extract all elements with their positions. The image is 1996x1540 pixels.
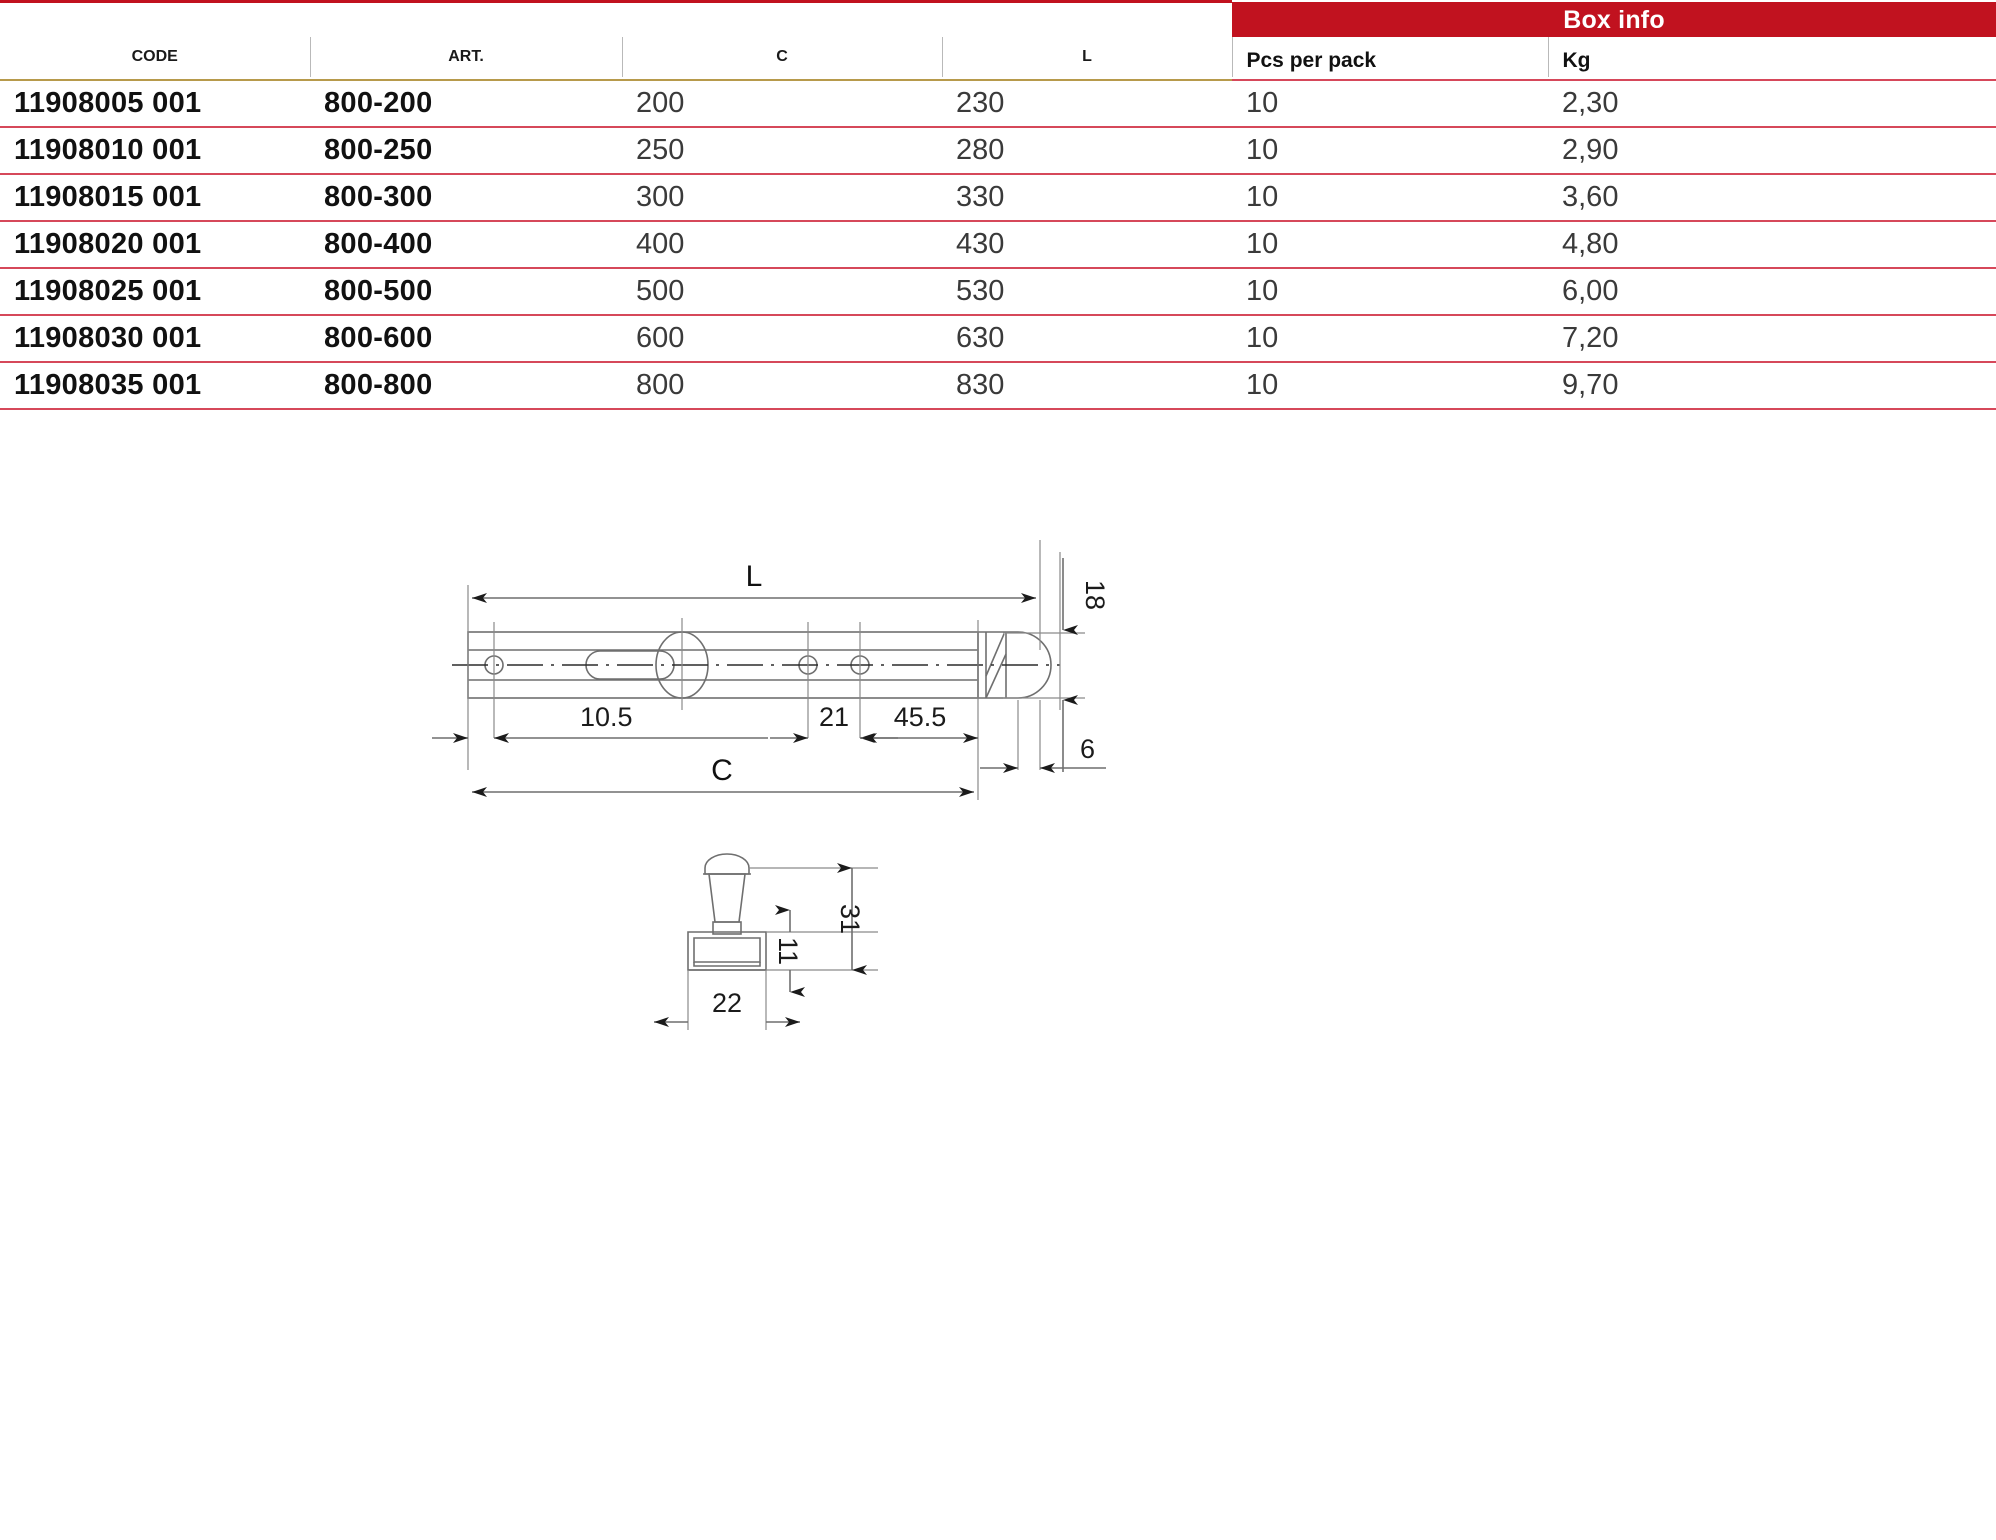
cell-art: 800-500 [310, 268, 622, 315]
dimension-label-10-5: 10.5 [580, 702, 633, 732]
boxinfo-band-pad-c [622, 2, 942, 38]
cell-kg: 2,90 [1548, 127, 1996, 174]
cell-l: 530 [942, 268, 1232, 315]
cell-art: 800-800 [310, 362, 622, 409]
cell-art: 800-400 [310, 221, 622, 268]
column-header-c: C [622, 37, 942, 77]
table-row[interactable] [0, 221, 1996, 268]
cell-c: 500 [622, 268, 942, 315]
cell-c: 400 [622, 221, 942, 268]
dimension-label-45-5: 45.5 [893, 702, 947, 732]
cell-c: 250 [622, 127, 942, 174]
cell-kg: 9,70 [1548, 362, 1996, 409]
cap-hatch-2 [986, 654, 1006, 698]
dimension-label-31: 31 [835, 903, 865, 935]
dimension-label-18: 18 [1080, 580, 1110, 611]
boxinfo-band-row [0, 2, 1996, 38]
column-header-code: CODE [131, 48, 178, 65]
cell-kg: 4,80 [1548, 221, 1996, 268]
cell-kg: 2,30 [1548, 80, 1996, 127]
dimension-10-5 [432, 702, 768, 738]
cell-pcs: 10 [1232, 221, 1548, 268]
cell-c: 200 [622, 80, 942, 127]
cell-pcs: 10 [1232, 127, 1548, 174]
cell-pcs: 10 [1232, 268, 1548, 315]
table-row[interactable] [0, 315, 1996, 362]
dimension-label-21: 21 [818, 702, 850, 732]
table-row[interactable] [0, 362, 1996, 409]
table-row[interactable] [0, 174, 1996, 221]
cell-l: 230 [942, 80, 1232, 127]
section-rail-inner [694, 938, 760, 962]
cell-l: 330 [942, 174, 1232, 221]
table-body [0, 80, 1996, 409]
cell-pcs: 10 [1232, 315, 1548, 362]
table-head [0, 2, 1996, 81]
cell-code: 11908025 001 [0, 268, 310, 315]
dimension-label-22: 22 [711, 988, 743, 1018]
cell-code: 11908020 001 [0, 221, 310, 268]
cell-l: 630 [942, 315, 1232, 362]
dimension-label-6: 6 [1080, 734, 1096, 764]
dimension-6 [980, 734, 1106, 768]
section-knob-stem [709, 874, 745, 922]
boxinfo-band-pad-code [0, 2, 310, 38]
column-header-pcs-per-pack: Pcs per pack [1232, 37, 1548, 77]
dimension-31 [835, 868, 865, 970]
cell-pcs: 10 [1232, 362, 1548, 409]
cell-code: 11908030 001 [0, 315, 310, 362]
cell-c: 800 [622, 362, 942, 409]
cell-pcs: 10 [1232, 80, 1548, 127]
cell-kg: 3,60 [1548, 174, 1996, 221]
dimension-11 [773, 910, 803, 992]
spec-table-container [0, 0, 1996, 410]
cell-kg: 6,00 [1548, 268, 1996, 315]
cell-code: 11908010 001 [0, 127, 310, 174]
column-header-art: ART. [310, 37, 622, 77]
boxinfo-group-header: Box info [1232, 2, 1996, 38]
cell-c: 300 [622, 174, 942, 221]
bolt-cross-section [688, 854, 766, 970]
cell-l: 280 [942, 127, 1232, 174]
technical-drawing [0, 470, 1996, 1540]
cell-code: 11908015 001 [0, 174, 310, 221]
cell-pcs: 10 [1232, 174, 1548, 221]
technical-drawing-svg [0, 470, 1996, 1540]
table-row[interactable] [0, 80, 1996, 127]
dimension-C [472, 754, 974, 792]
cell-art: 800-300 [310, 174, 622, 221]
cell-art: 800-600 [310, 315, 622, 362]
dimension-label-11: 11 [773, 936, 803, 966]
dimension-L [472, 560, 1036, 598]
cell-art: 800-200 [310, 80, 622, 127]
dimension-label-L: L [745, 560, 763, 593]
table-row[interactable] [0, 268, 1996, 315]
boxinfo-band-pad-art [310, 2, 622, 38]
section-knob-top [705, 854, 749, 874]
cell-code: 11908005 001 [0, 80, 310, 127]
dimension-45-5 [862, 702, 978, 738]
cell-art: 800-250 [310, 127, 622, 174]
table-row[interactable] [0, 127, 1996, 174]
column-header-l: L [942, 37, 1232, 77]
dimension-21 [770, 702, 898, 738]
cell-c: 600 [622, 315, 942, 362]
boxinfo-band-pad-l [942, 2, 1232, 38]
spec-table [0, 0, 1996, 410]
cell-code: 11908035 001 [0, 362, 310, 409]
dimension-22 [654, 988, 800, 1022]
cell-l: 430 [942, 221, 1232, 268]
extension-lines-top-view [468, 540, 1085, 800]
dimension-label-C: C [711, 754, 733, 787]
cell-kg: 7,20 [1548, 315, 1996, 362]
cell-l: 830 [942, 362, 1232, 409]
column-header-kg: Kg [1548, 37, 1996, 77]
cap-hatch-1 [986, 634, 1004, 676]
